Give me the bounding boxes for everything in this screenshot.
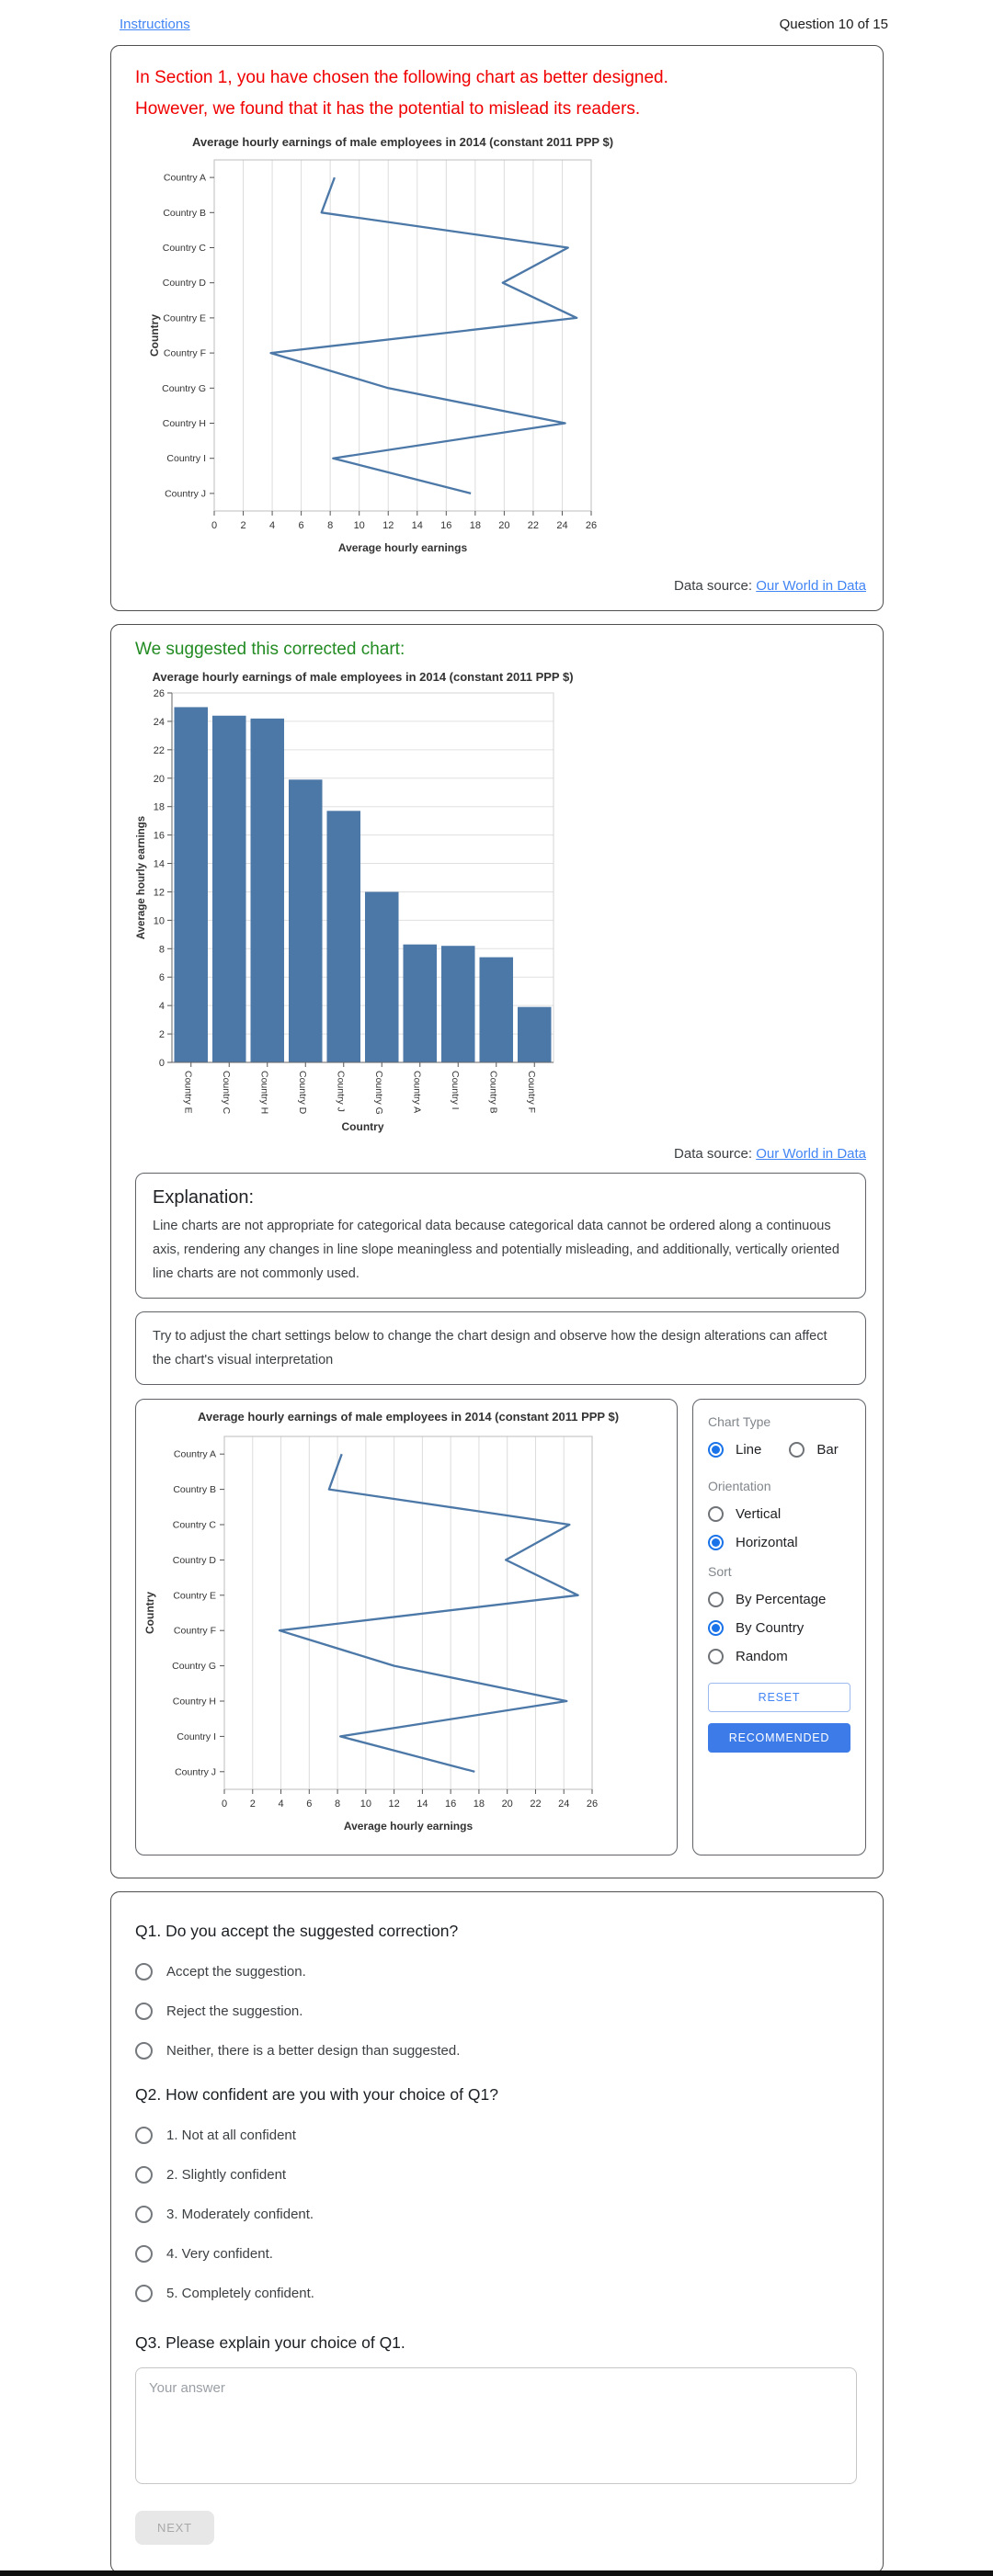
svg-text:Country: Country xyxy=(341,1120,384,1133)
warning-line-1: In Section 1, you have chosen the following chart as better designed. xyxy=(135,68,668,87)
q2-options xyxy=(135,2127,857,2302)
svg-text:12: 12 xyxy=(388,1799,400,1810)
radio-unselected-icon[interactable] xyxy=(789,1442,805,1458)
sort-options xyxy=(708,1592,850,1664)
svg-text:Country C: Country C xyxy=(220,1071,232,1115)
suggestion-intro-text: We suggested this corrected chart: xyxy=(135,640,405,659)
radio-unselected-icon[interactable] xyxy=(135,2206,153,2223)
svg-text:16: 16 xyxy=(153,830,165,842)
svg-text:20: 20 xyxy=(153,773,165,785)
svg-text:Country: Country xyxy=(143,1592,156,1634)
data-source-link[interactable]: Our World in Data xyxy=(756,578,866,594)
radio-selected-icon[interactable] xyxy=(708,1620,724,1636)
orientation-options xyxy=(708,1506,850,1550)
radio-option[interactable] xyxy=(708,1506,850,1522)
svg-text:4: 4 xyxy=(158,1001,165,1013)
svg-text:Average hourly earnings of mal: Average hourly earnings of male employees in 2014 (constant 2011 PPP $) xyxy=(152,670,574,684)
data-source-label: Data source: xyxy=(674,1146,753,1162)
warning-line-2: However, we found that it has the potential to mislead its readers. xyxy=(135,99,641,119)
instructions-link[interactable]: Instructions xyxy=(120,17,190,32)
svg-text:8: 8 xyxy=(335,1799,341,1810)
explanation-text: Line charts are not appropriate for categorical data because categorical data cannot be ordered along a continuous axis, rendering any changes in line slope meaningless and potentially misleading, and additionally, vertically oriented line charts are not commonly used. xyxy=(153,1219,839,1281)
svg-text:Country B: Country B xyxy=(163,207,206,219)
svg-text:4: 4 xyxy=(278,1799,284,1810)
radio-option-label: Bar xyxy=(816,1442,839,1458)
svg-text:Country H: Country H xyxy=(162,418,206,429)
svg-text:Country: Country xyxy=(148,314,161,357)
top-bar xyxy=(0,0,993,32)
svg-text:Country C: Country C xyxy=(162,243,206,254)
radio-option[interactable] xyxy=(135,2042,857,2060)
radio-option-label: By Country xyxy=(736,1620,805,1636)
sort-label: Sort xyxy=(708,1564,732,1579)
radio-option[interactable] xyxy=(135,2206,857,2223)
svg-text:Country D: Country D xyxy=(162,278,206,289)
svg-text:12: 12 xyxy=(153,887,165,899)
svg-text:26: 26 xyxy=(586,1799,599,1810)
svg-text:Country D: Country D xyxy=(172,1554,216,1566)
radio-option[interactable] xyxy=(135,2003,857,2020)
svg-text:12: 12 xyxy=(382,520,394,531)
svg-text:Average hourly earnings of mal: Average hourly earnings of male employees in 2014 (constant 2011 PPP $) xyxy=(197,1410,620,1424)
svg-text:Average hourly earnings: Average hourly earnings xyxy=(343,1820,474,1833)
svg-text:14: 14 xyxy=(417,1799,428,1810)
radio-option-label: Line xyxy=(736,1442,762,1458)
radio-unselected-icon[interactable] xyxy=(135,2042,153,2060)
orientation-label: Orientation xyxy=(708,1479,771,1493)
svg-text:20: 20 xyxy=(498,520,510,531)
svg-text:22: 22 xyxy=(153,744,165,756)
data-source-label: Data source: xyxy=(674,578,753,594)
svg-text:2: 2 xyxy=(158,1029,165,1041)
svg-text:26: 26 xyxy=(153,688,165,699)
svg-text:Country J: Country J xyxy=(175,1766,216,1778)
radio-unselected-icon[interactable] xyxy=(135,2285,153,2302)
radio-option-label: 5. Completely confident. xyxy=(166,2286,314,2301)
svg-text:Average hourly earnings: Average hourly earnings xyxy=(337,541,468,554)
svg-text:Country B: Country B xyxy=(487,1071,499,1114)
radio-unselected-icon[interactable] xyxy=(135,2127,153,2144)
svg-text:18: 18 xyxy=(469,520,481,531)
svg-text:Country G: Country G xyxy=(172,1661,216,1673)
radio-option-label: Accept the suggestion. xyxy=(166,1964,306,1980)
section1-panel xyxy=(110,45,884,611)
radio-option-label: Reject the suggestion. xyxy=(166,2003,303,2019)
svg-text:18: 18 xyxy=(153,801,165,813)
radio-unselected-icon[interactable] xyxy=(135,1963,153,1980)
svg-text:20: 20 xyxy=(501,1799,513,1810)
question-counter: Question 10 of 15 xyxy=(779,17,888,32)
radio-option[interactable] xyxy=(708,1535,850,1550)
svg-text:8: 8 xyxy=(327,520,334,531)
radio-unselected-icon[interactable] xyxy=(135,2166,153,2184)
svg-text:Country F: Country F xyxy=(525,1071,537,1114)
radio-unselected-icon[interactable] xyxy=(708,1649,724,1664)
radio-option[interactable] xyxy=(708,1620,850,1636)
svg-text:Country H: Country H xyxy=(172,1696,216,1708)
data-source-link[interactable]: Our World in Data xyxy=(756,1146,866,1162)
window-bottom-edge xyxy=(0,2570,993,2576)
explanation-title: Explanation: xyxy=(153,1187,255,1208)
answer-textarea[interactable] xyxy=(135,2367,857,2484)
svg-text:Country G: Country G xyxy=(372,1071,384,1115)
radio-selected-icon[interactable] xyxy=(708,1442,724,1458)
svg-text:16: 16 xyxy=(440,520,452,531)
svg-text:14: 14 xyxy=(411,520,423,531)
chart-settings-panel xyxy=(692,1399,866,1855)
corrected-chart-container xyxy=(133,669,868,1140)
svg-text:24: 24 xyxy=(153,716,165,728)
radio-option-label: 1. Not at all confident xyxy=(166,2128,296,2143)
svg-text:26: 26 xyxy=(585,520,598,531)
svg-text:Country F: Country F xyxy=(163,347,206,359)
svg-text:Country J: Country J xyxy=(335,1071,347,1112)
radio-unselected-icon[interactable] xyxy=(135,2003,153,2020)
svg-text:10: 10 xyxy=(153,915,165,927)
svg-text:0: 0 xyxy=(158,1058,165,1069)
svg-text:4: 4 xyxy=(269,520,276,531)
radio-unselected-icon[interactable] xyxy=(135,2245,153,2263)
radio-option-label: 3. Moderately confident. xyxy=(166,2207,314,2222)
radio-option-label: By Percentage xyxy=(736,1592,827,1607)
q1-options xyxy=(135,1963,857,2060)
svg-text:Country I: Country I xyxy=(166,453,206,465)
chart-type-options xyxy=(708,1431,850,1465)
radio-option-label: Vertical xyxy=(736,1506,782,1522)
svg-text:2: 2 xyxy=(240,520,246,531)
svg-text:Country E: Country E xyxy=(173,1590,216,1602)
svg-text:Country C: Country C xyxy=(172,1519,216,1531)
svg-text:Country E: Country E xyxy=(182,1071,194,1114)
svg-text:22: 22 xyxy=(527,520,540,531)
svg-text:Country I: Country I xyxy=(449,1071,461,1110)
svg-text:Country E: Country E xyxy=(163,312,206,324)
svg-text:22: 22 xyxy=(530,1799,542,1810)
section2-panel xyxy=(110,624,884,1878)
svg-text:Country G: Country G xyxy=(162,382,206,394)
radio-option[interactable] xyxy=(789,1442,838,1458)
radio-unselected-icon[interactable] xyxy=(708,1506,724,1522)
radio-option-label: Random xyxy=(736,1649,788,1664)
svg-text:24: 24 xyxy=(558,1799,570,1810)
radio-option[interactable] xyxy=(135,2285,857,2302)
data-source-row xyxy=(133,1146,866,1162)
svg-text:6: 6 xyxy=(306,1799,313,1810)
svg-text:Country B: Country B xyxy=(173,1484,216,1496)
q1-title: Q1. Do you accept the suggested correction? xyxy=(135,1922,459,1940)
svg-text:18: 18 xyxy=(473,1799,485,1810)
svg-text:10: 10 xyxy=(360,1799,371,1810)
adjust-prompt-box xyxy=(135,1311,866,1385)
svg-text:Country A: Country A xyxy=(411,1071,423,1114)
q2-title: Q2. How confident are you with your choice of Q1? xyxy=(135,2085,498,2104)
corrected-bar-chart xyxy=(133,669,575,1136)
svg-text:0: 0 xyxy=(221,1799,228,1810)
radio-option[interactable] xyxy=(135,1963,857,1980)
chart-type-label: Chart Type xyxy=(708,1414,771,1429)
svg-text:Average hourly earnings of mal: Average hourly earnings of male employees in 2014 (constant 2011 PPP $) xyxy=(191,135,614,149)
svg-text:Country I: Country I xyxy=(177,1731,216,1742)
svg-text:Country J: Country J xyxy=(165,488,206,500)
interactive-line-chart xyxy=(140,1407,655,1846)
svg-text:6: 6 xyxy=(298,520,304,531)
svg-text:6: 6 xyxy=(158,972,165,984)
svg-text:Country A: Country A xyxy=(163,172,206,184)
radio-option[interactable] xyxy=(135,2166,857,2184)
svg-text:8: 8 xyxy=(158,944,165,956)
svg-text:24: 24 xyxy=(556,520,568,531)
q3-title: Q3. Please explain your choice of Q1. xyxy=(135,2333,405,2352)
explanation-box xyxy=(135,1173,866,1299)
svg-text:Average hourly earnings: Average hourly earnings xyxy=(136,815,147,940)
reset-button[interactable]: RESET xyxy=(708,1683,850,1712)
radio-option-label: 4. Very confident. xyxy=(166,2246,273,2262)
data-source-row xyxy=(133,578,866,594)
adjust-prompt-text: Try to adjust the chart settings below to change the chart design and observe how the design alterations can affect the chart's visual interpretation xyxy=(153,1329,828,1367)
interactive-area xyxy=(135,1399,866,1855)
misleading-line-chart xyxy=(144,132,632,568)
svg-text:2: 2 xyxy=(249,1799,256,1810)
radio-option[interactable] xyxy=(708,1649,850,1664)
svg-text:Country A: Country A xyxy=(173,1448,216,1460)
svg-text:16: 16 xyxy=(445,1799,457,1810)
radio-option-label: 2. Slightly confident xyxy=(166,2167,287,2183)
misleading-chart-container xyxy=(144,132,868,573)
radio-option[interactable] xyxy=(135,2127,857,2144)
radio-option[interactable] xyxy=(135,2245,857,2263)
next-button[interactable]: NEXT xyxy=(135,2511,214,2545)
radio-option[interactable] xyxy=(708,1592,850,1607)
radio-option[interactable] xyxy=(708,1442,761,1458)
svg-text:10: 10 xyxy=(353,520,365,531)
recommended-button[interactable]: RECOMMENDED xyxy=(708,1723,850,1753)
radio-option-label: Horizontal xyxy=(736,1535,798,1550)
radio-unselected-icon[interactable] xyxy=(708,1592,724,1607)
svg-text:14: 14 xyxy=(153,858,165,870)
svg-text:Country D: Country D xyxy=(296,1071,308,1115)
radio-option-label: Neither, there is a better design than suggested. xyxy=(166,2043,461,2059)
radio-selected-icon[interactable] xyxy=(708,1535,724,1550)
interactive-chart-card xyxy=(135,1399,678,1855)
misleading-warning-text xyxy=(135,62,868,125)
svg-text:Country H: Country H xyxy=(258,1071,270,1115)
svg-text:0: 0 xyxy=(211,520,218,531)
questions-panel xyxy=(110,1891,884,2573)
svg-text:Country F: Country F xyxy=(173,1625,216,1637)
